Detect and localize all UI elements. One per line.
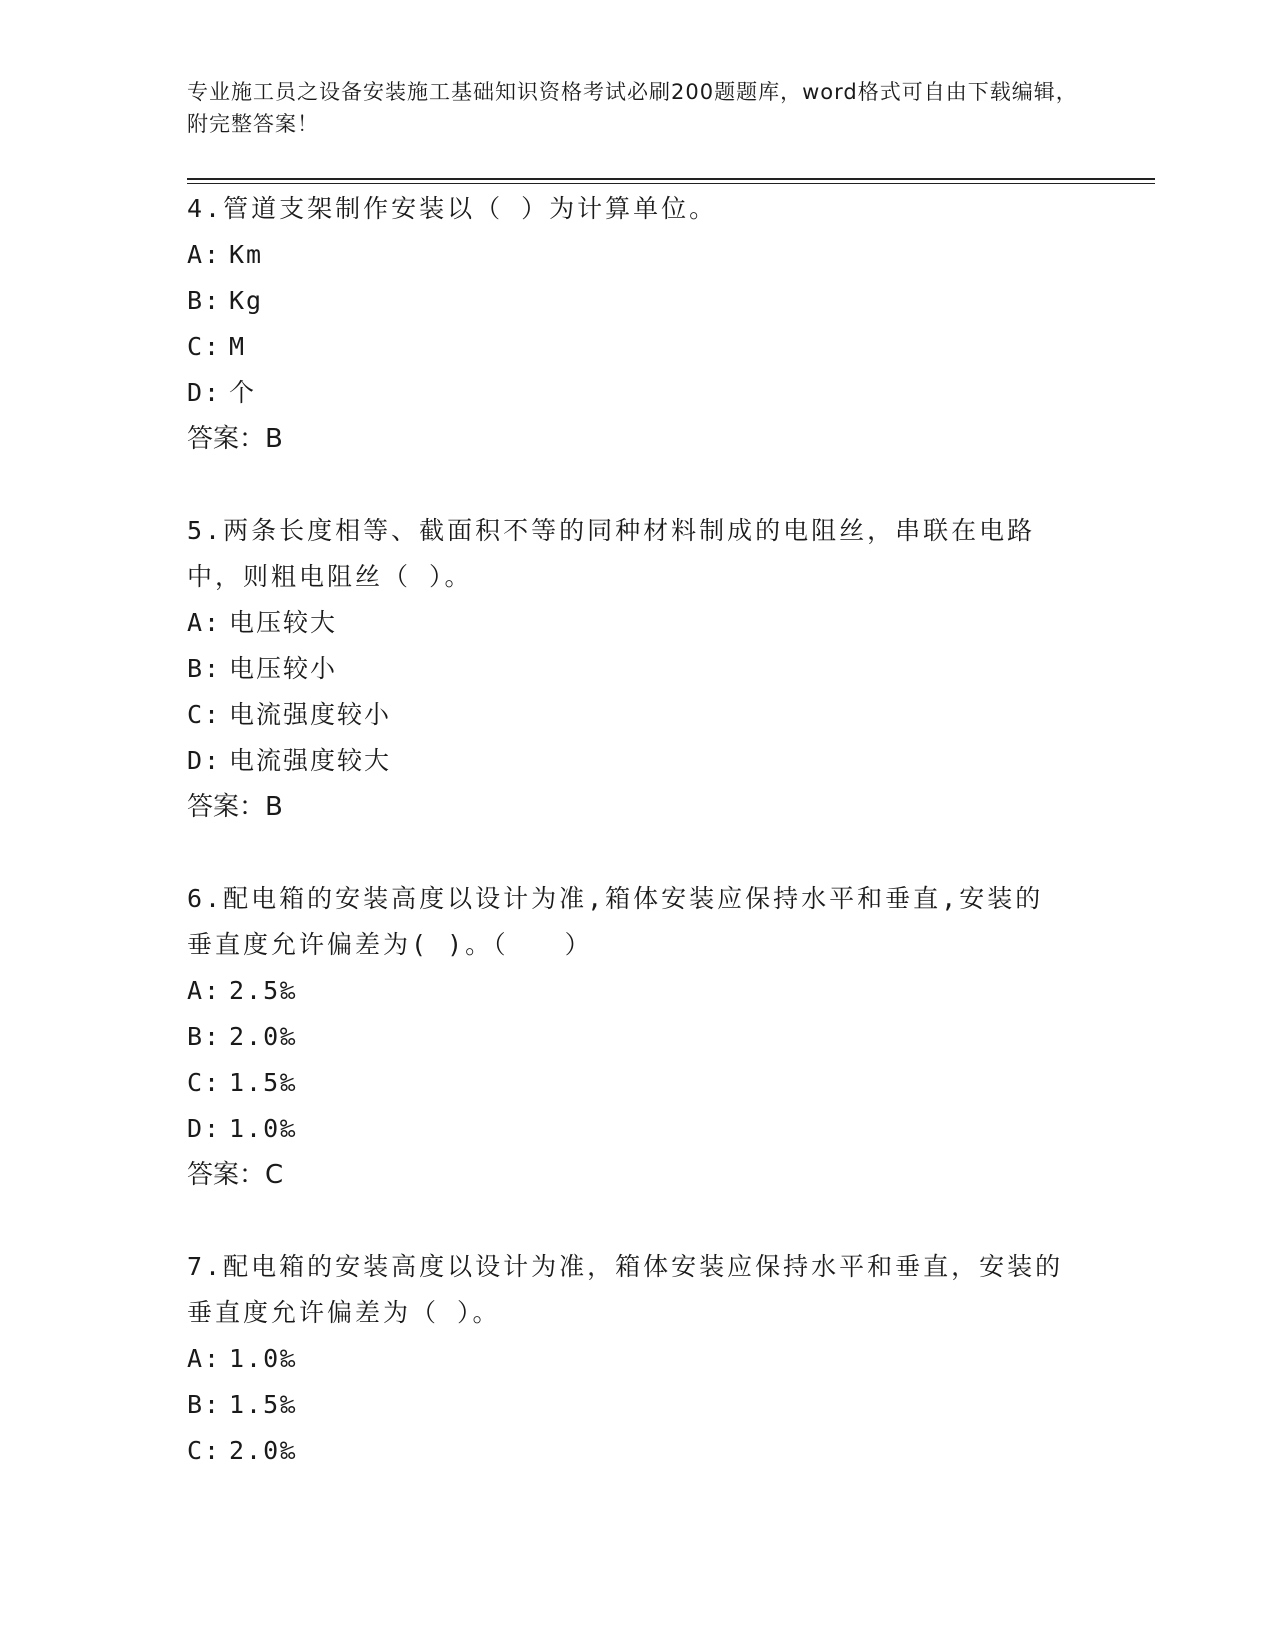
option-c [187,324,1067,370]
option-label: D: [187,378,222,407]
option-label: C: [187,1068,222,1097]
option-label: D: [187,746,222,775]
option-value: 1.0‰ [229,1344,298,1373]
option-value: 个 [229,378,257,407]
header-divider [187,178,1155,180]
answer: 答案：B [187,792,283,822]
option-value: 电压较大 [229,608,338,637]
option-d [187,1106,1067,1152]
option-value: 2.5‰ [229,976,298,1005]
option-value: 1.5‰ [229,1068,298,1097]
option-value: Km [229,240,264,269]
question-text: 7.配电箱的安装高度以设计为准，箱体安装应保持水平和垂直，安装的垂直度允许偏差为（ ）。 [187,1252,1064,1327]
option-label: C: [187,700,222,729]
option-a [187,1336,1067,1382]
option-a [187,968,1067,1014]
option-b [187,278,1067,324]
question-4 [187,186,1067,462]
option-b [187,1382,1067,1428]
question-text: 5.两条长度相等、截面积不等的同种材料制成的电阻丝，串联在电路中，则粗电阻丝（ ）。 [187,516,1036,591]
question-7 [187,1244,1067,1474]
option-label: B: [187,1390,222,1419]
option-value: 电流强度较大 [229,746,392,775]
option-a [187,600,1067,646]
option-label: B: [187,654,222,683]
option-label: C: [187,332,222,361]
option-label: A: [187,976,222,1005]
header-divider-thin [187,183,1155,184]
option-value: Kg [229,286,264,315]
answer: 答案：B [187,424,283,454]
option-a [187,232,1067,278]
option-value: 1.5‰ [229,1390,298,1419]
option-label: A: [187,1344,222,1373]
option-value: 2.0‰ [229,1022,298,1051]
question-5 [187,508,1067,830]
question-list [187,186,1067,1520]
document-header: 专业施工员之设备安装施工基础知识资格考试必刷200题题库，word格式可自由下载编辑，附完整答案！ [187,80,1078,136]
option-label: C: [187,1436,222,1465]
option-label: A: [187,608,222,637]
question-text: 6.配电箱的安装高度以设计为准,箱体安装应保持水平和垂直,安装的垂直度允许偏差为( )。（ ） [187,884,1044,959]
option-d [187,738,1067,784]
option-value: 电压较小 [229,654,338,683]
option-c [187,692,1067,738]
option-value: 电流强度较小 [229,700,392,729]
option-label: A: [187,240,222,269]
option-label: B: [187,1022,222,1051]
option-c [187,1060,1067,1106]
option-label: B: [187,286,222,315]
option-value: 2.0‰ [229,1436,298,1465]
option-label: D: [187,1114,222,1143]
option-c [187,1428,1067,1474]
answer: 答案：C [187,1160,284,1190]
question-text: 4.管道支架制作安装以（ ）为计算单位。 [187,194,718,223]
option-b [187,646,1067,692]
option-b [187,1014,1067,1060]
question-6 [187,876,1067,1198]
option-value: 1.0‰ [229,1114,298,1143]
option-d [187,370,1067,416]
option-value: M [229,332,247,361]
